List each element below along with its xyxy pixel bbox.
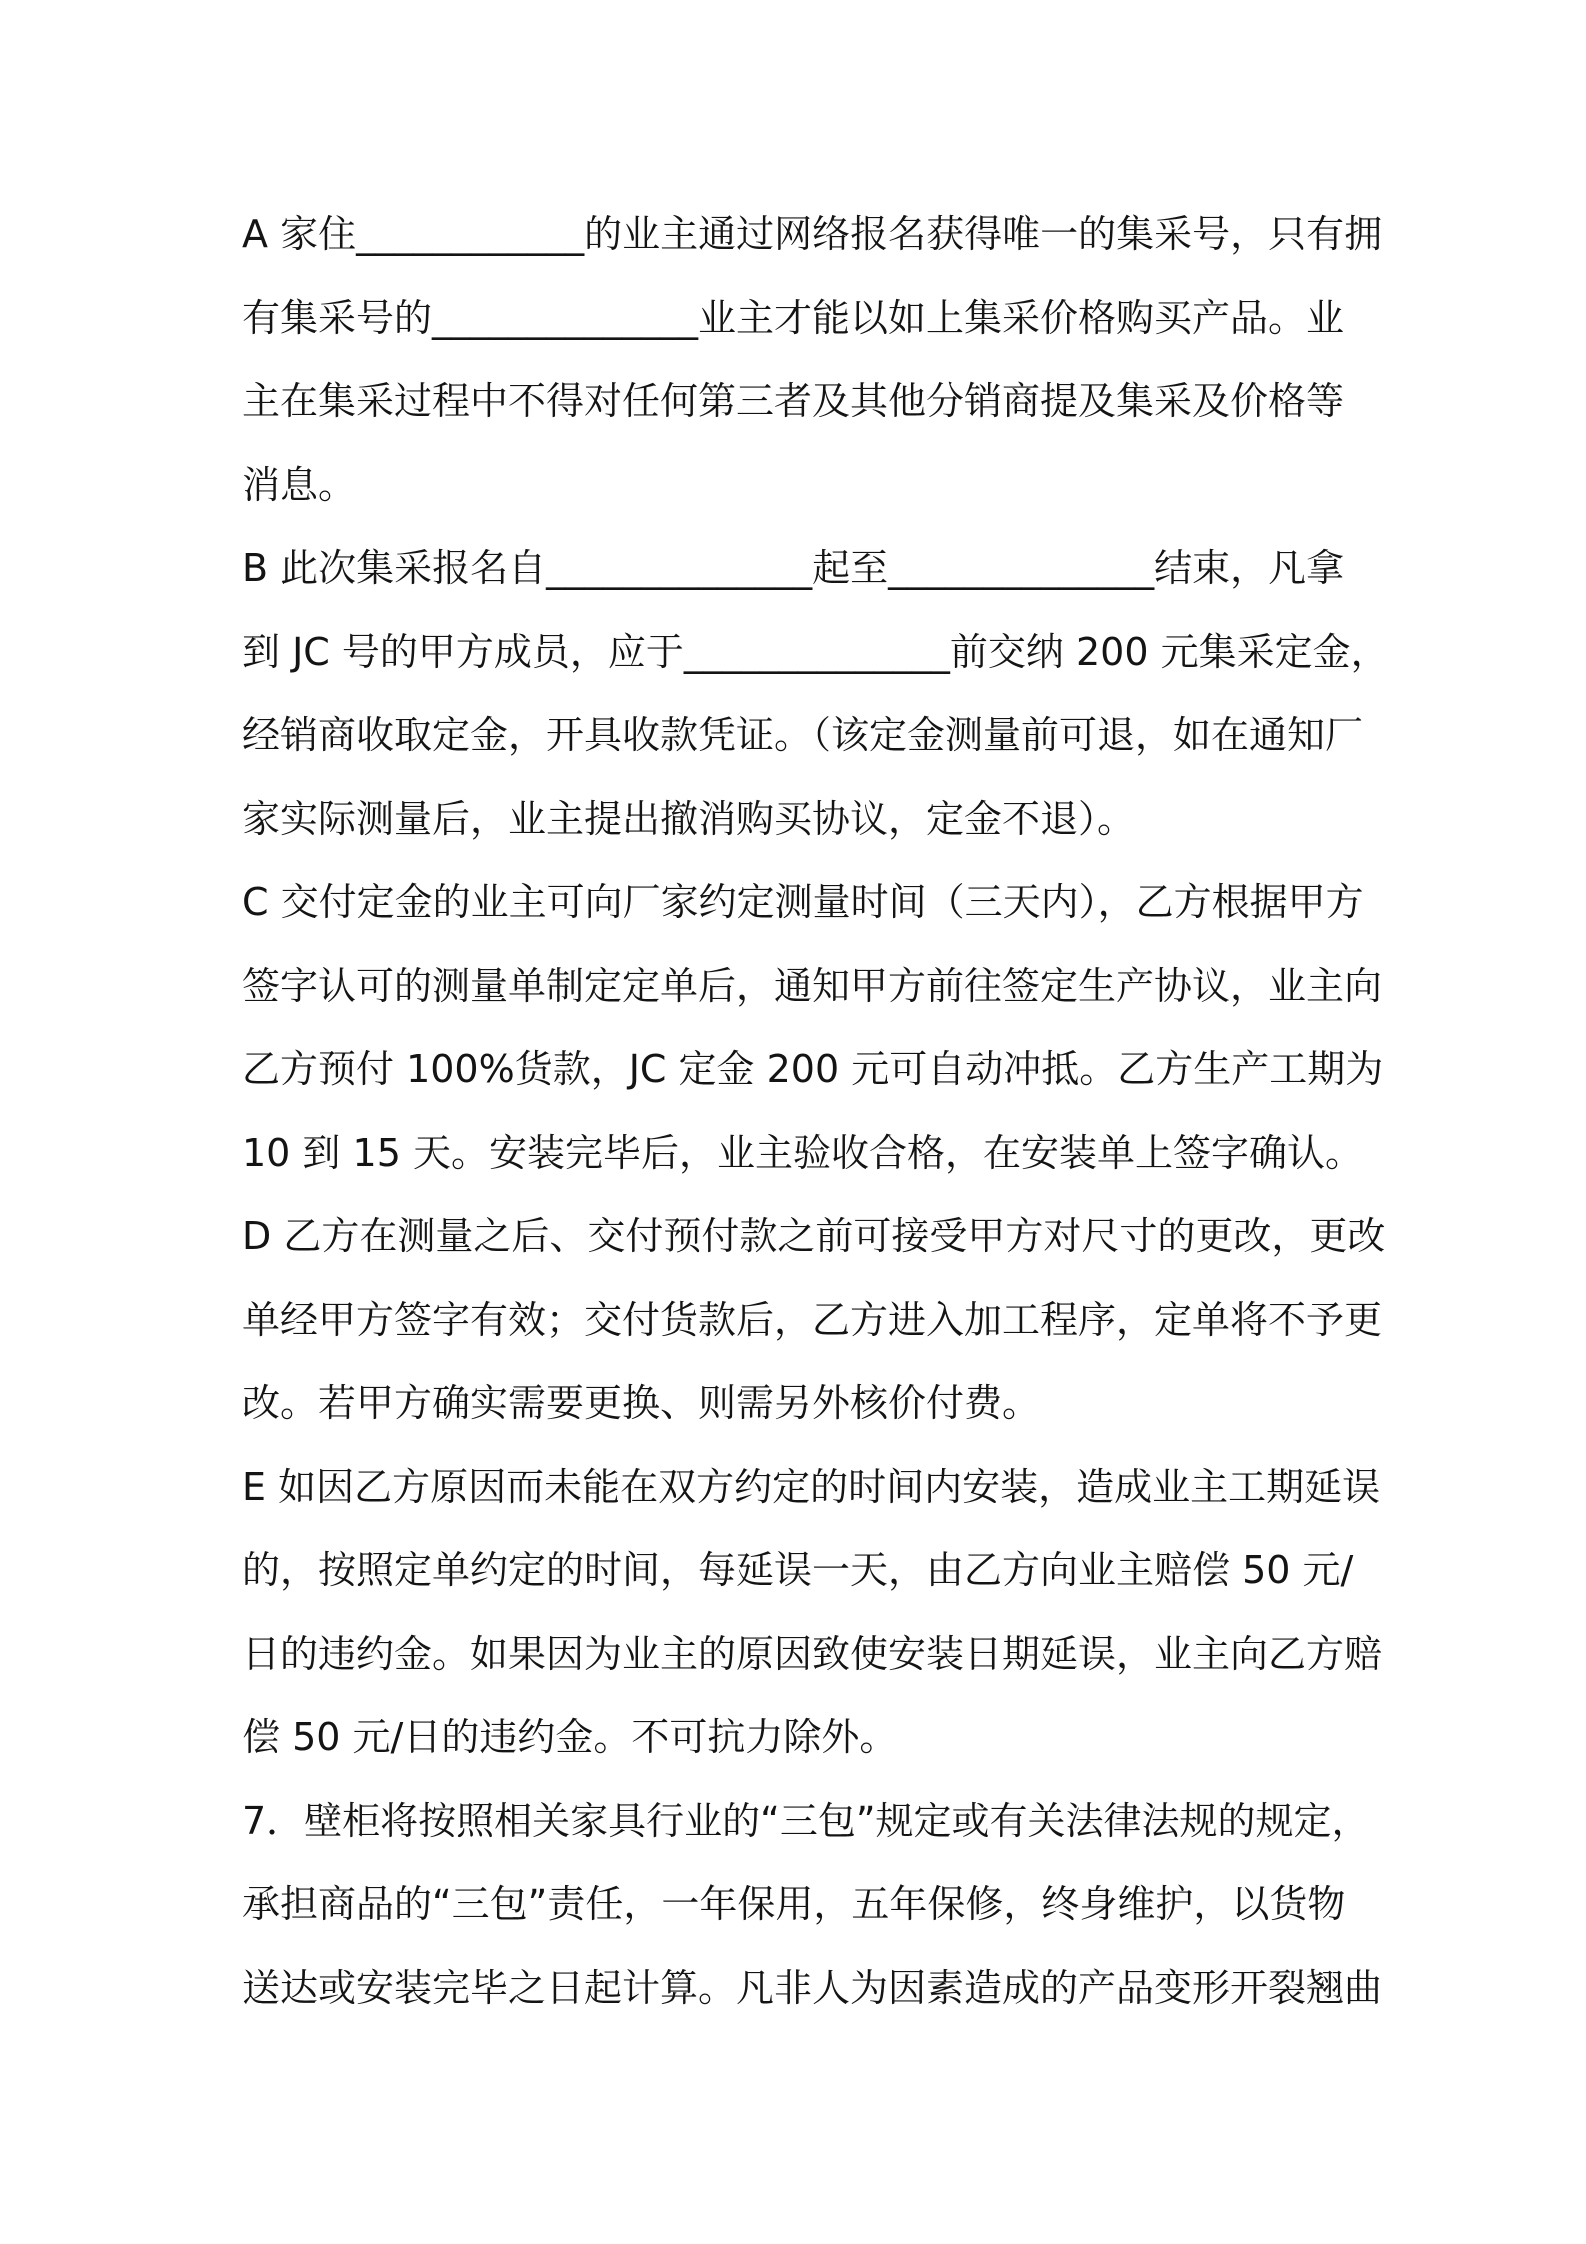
clause-b-line-3: 经销商收取定金，开具收款凭证。（该定金测量前可退，如在通知厂 (242, 713, 1364, 757)
clause-b-line-4: 家实际测量后，业主提出撤消购买协议，定金不退）。 (242, 796, 1136, 841)
clause-7-line-3: 送达或安装完毕之日起计算。凡非人为因素造成的产品变形开裂翘曲 (242, 1965, 1383, 2010)
clause-b-line-1: B 此次集采报名自______________起至______________结束，凡拿 (242, 546, 1345, 590)
clause-e-line-3: 日的违约金。如果因为业主的原因致使安装日期延误，业主向乙方赔 (242, 1631, 1383, 1676)
clause-7-line-2: 承担商品的“三包”责任，一年保用，五年保修，终身维护，以货物 (242, 1882, 1346, 1926)
clause-b-line-2: 到 JC 号的甲方成员，应于______________前交纳 200 元集采定金， (242, 629, 1389, 674)
clause-c-line-3: 乙方预付 100%货款，JC 定金 200 元可自动冲抵。乙方生产工期为 (242, 1047, 1384, 1091)
clause-c-line-2: 签字认可的测量单制定定单后，通知甲方前往签定生产协议，业主向 (242, 963, 1383, 1008)
clause-7-line-1: 7．壁柜将按照相关家具行业的“三包”规定或有关法律法规的规定， (242, 1798, 1370, 1843)
clause-c-line-4: 10 到 15 天。安装完毕后，业主验收合格，在安装单上签字确认。 (242, 1130, 1363, 1175)
document-body (242, 193, 1389, 2030)
clause-a-line-4: 消息。 (242, 462, 357, 507)
clause-a-line-1: A 家住____________的业主通过网络报名获得唯一的集采号，只有拥 (242, 212, 1383, 256)
clause-a-line-2: 有集采号的______________业主才能以如上集采价格购买产品。业 (242, 295, 1345, 340)
clause-e-line-4: 偿 50 元/日的违约金。不可抗力除外。 (242, 1715, 898, 1759)
clause-e-line-1: E 如因乙方原因而未能在双方约定的时间内安装，造成业主工期延误 (242, 1464, 1381, 1509)
clause-d-line-3: 改。若甲方确实需要更换、则需另外核价付费。 (242, 1381, 1041, 1425)
clause-c-line-1: C 交付定金的业主可向厂家约定测量时间（三天内），乙方根据甲方 (242, 880, 1364, 924)
clause-e-line-2: 的，按照定单约定的时间，每延误一天，由乙方向业主赔偿 50 元/ (242, 1548, 1354, 1592)
clause-a-line-3: 主在集采过程中不得对任何第三者及其他分销商提及集采及价格等 (242, 379, 1345, 423)
clause-d-line-1: D 乙方在测量之后、交付预付款之前可接受甲方对尺寸的更改，更改 (242, 1214, 1386, 1258)
clause-d-line-2: 单经甲方签字有效；交付货款后，乙方进入加工程序，定单将不予更 (242, 1297, 1383, 1342)
